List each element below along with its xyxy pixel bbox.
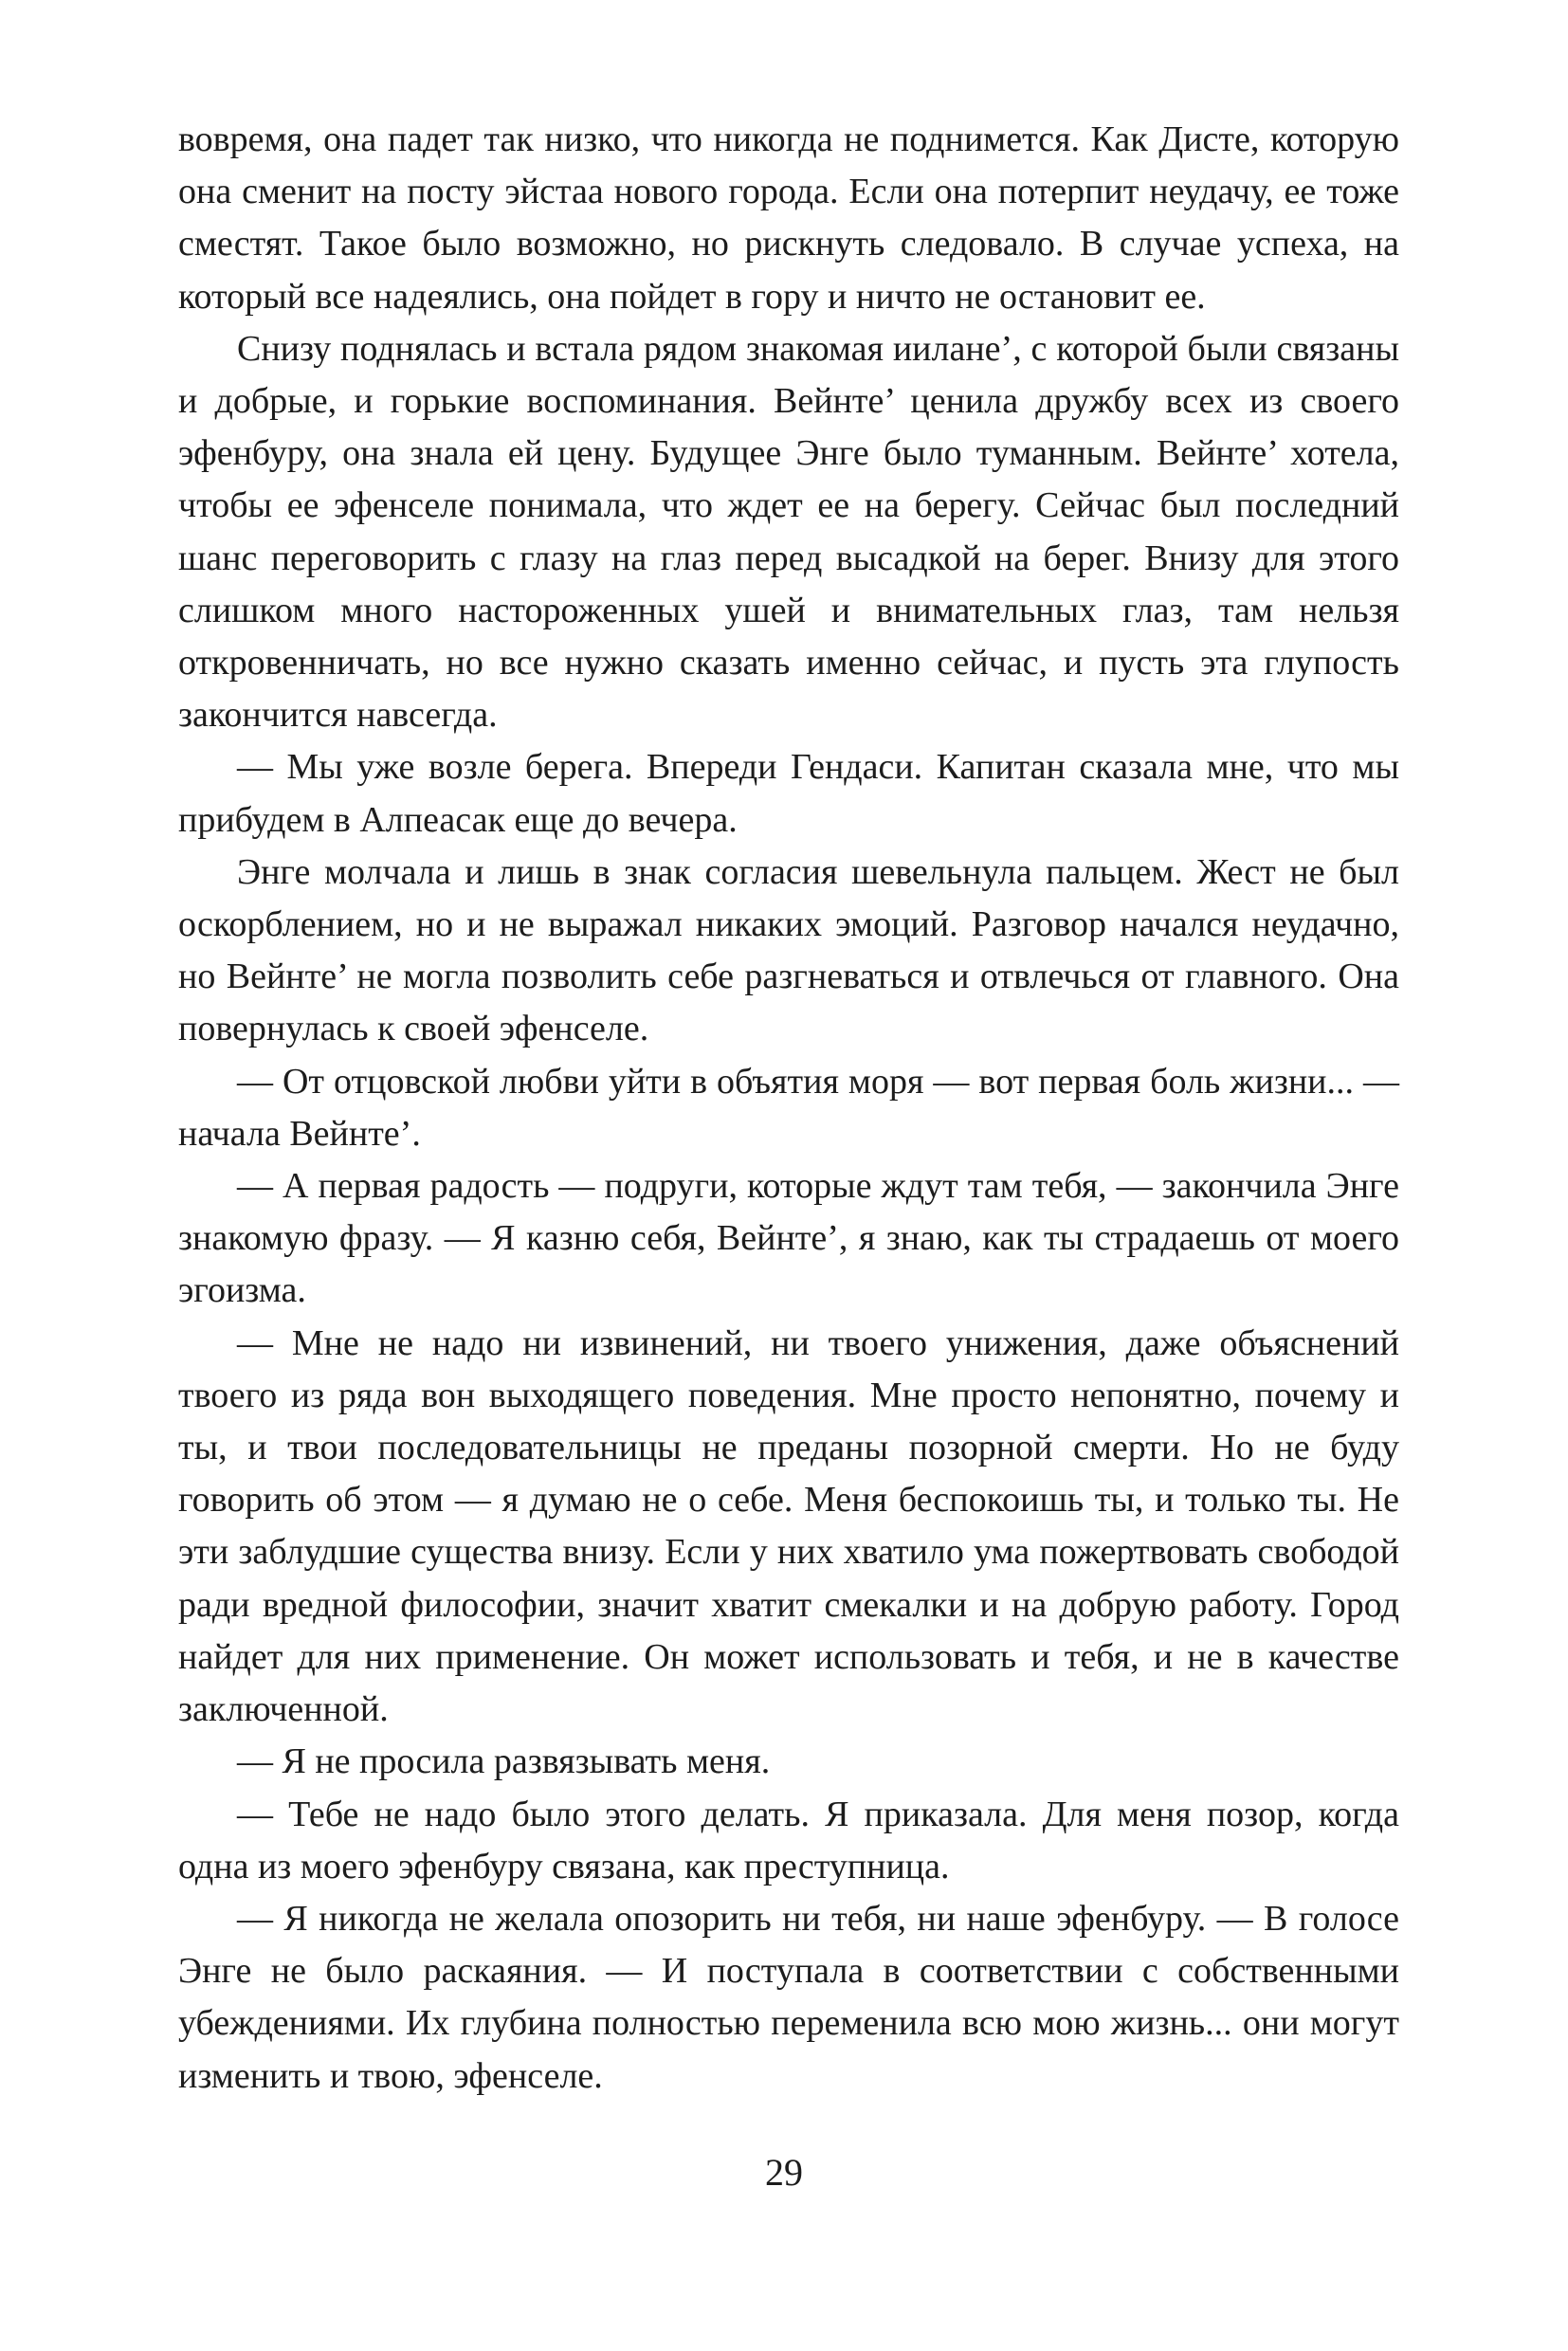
paragraph: — А первая радость — подруги, которые ждут там тебя, — закончила Энге знакомую фразу. — Я казню себя, Вейнте’, я знаю, как ты страдаешь от моего эгоизма. — [178, 1166, 1399, 1311]
paragraph: Энге молчала и лишь в знак согласия шевельнула пальцем. Жест не был оскорблением, но и не выражал никаких эмоций. Разговор начался неудачно, но Вейнте’ не могла позволить себе разгневаться и отвлечься от главного. Она повернулась к своей эфенселе. — [178, 851, 1399, 1049]
paragraph: — Тебе не надо было этого делать. Я приказала. Для меня позор, когда одна из моего эфенбуру связана, как преступница. — [178, 1794, 1399, 1886]
page-text — [178, 114, 1399, 2103]
page-number: 29 — [765, 2151, 803, 2194]
paragraph: — Я никогда не желала опозорить ни тебя, ни наше эфенбуру. — В голосе Энге не было раскаяния. — И поступала в соответствии с собственными убеждениями. Их глубина полностью переменила всю мою жизнь... они могут изменить и твою, эфенселе. — [178, 1898, 1399, 2096]
paragraph: — Я не просила развязывать меня. — [237, 1741, 771, 1782]
paragraph: — От отцовской любви уйти в объятия моря — вот первая боль жизни... — начала Вейнте’. — [178, 1061, 1399, 1154]
paragraph: вовремя, она падет так низко, что никогда не поднимется. Как Дисте, которую она сменит на посту эйстаа нового города. Если она потерпит неудачу, ее тоже сместят. Такое было возможно, но рискнуть следовало. В случае успеха, на который все надеялись, она пойдет в гору и ничто не остановит ее. — [178, 119, 1399, 317]
paragraph: — Мне не надо ни извинений, ни твоего унижения, даже объяснений твоего из ряда вон выходящего поведения. Мне просто непонятно, почему и ты, и твои последовательницы не преданы позорной смерти. Но не буду говорить об этом — я думаю не о себе. Меня беспокоишь ты, и только ты. Не эти заблудшие существа внизу. Если у них хватило ума пожертвовать свободой ради вредной философии, значит хватит смекалки и на добрую работу. Город найдет для них применение. Он может использовать и тебя, и не в качестве заключенной. — [178, 1322, 1399, 1730]
paragraph: Снизу поднялась и встала рядом знакомая иилане’, с которой были связаны и добрые, и горькие воспоминания. Вейнте’ ценила дружбу всех из своего эфенбуру, она знала ей цену. Будущее Энге было туманным. Вейнте’ хотела, чтобы ее эфенселе понимала, что ждет ее на берегу. Сейчас был последний шанс переговорить с глазу на глаз перед высадкой на берег. Внизу для этого слишком много настороженных ушей и внимательных глаз, там нельзя откровенничать, но все нужно сказать именно сейчас, и пусть эта глупость закончится навсегда. — [178, 328, 1399, 736]
paragraph: — Мы уже возле берега. Впереди Гендаси. Капитан сказала мне, что мы прибудем в Алпеасак еще до вечера. — [178, 747, 1399, 840]
